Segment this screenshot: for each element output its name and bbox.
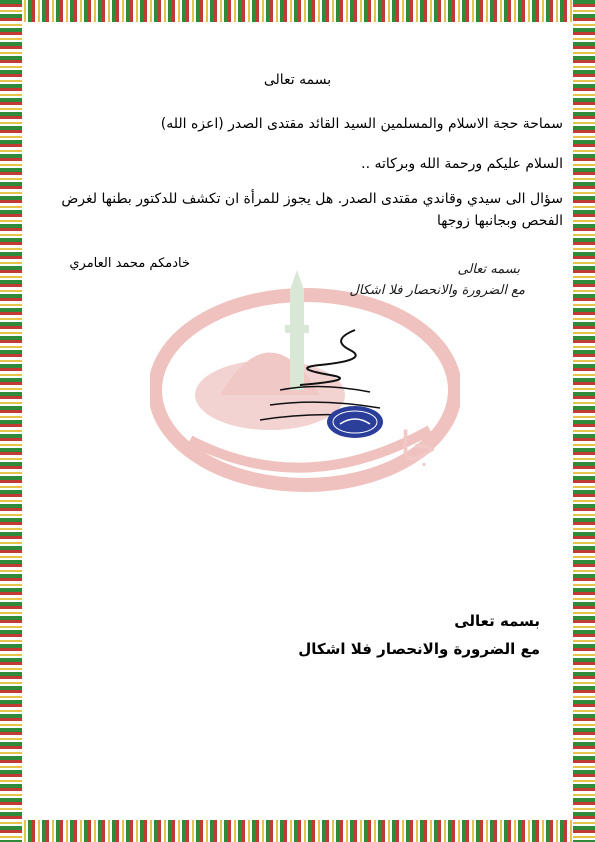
typed-reply-basmala: بسمه تعالى bbox=[454, 612, 540, 630]
typed-reply-ruling: مع الضرورة والانحصار فلا اشكال bbox=[298, 640, 540, 658]
letter-greeting: السلام عليكم ورحمة الله وبركاته .. bbox=[361, 156, 563, 172]
letter-addressee: سماحة حجة الاسلام والمسلمين السيد القائد مقتدى الصدر (اعزه الله) bbox=[160, 116, 563, 132]
signature-and-seal bbox=[260, 320, 400, 440]
letter-basmala: بسمه تعالى bbox=[263, 72, 332, 88]
decorative-border-left bbox=[0, 0, 22, 842]
letter-question: سؤال الى سيدي وقاندي مقتدى الصدر. هل يجوز للمرأة ان تكشف للدكتور بطنها لغرض الفحص وبجانبها زوجها bbox=[61, 191, 563, 229]
letter-sender: خادمكم محمد العامري bbox=[69, 256, 190, 271]
handwritten-reply-basmala: بسمه تعالى bbox=[457, 262, 520, 277]
decorative-border-bottom bbox=[0, 820, 595, 842]
decorative-border-right bbox=[573, 0, 595, 842]
svg-text:جا: جا bbox=[400, 424, 437, 470]
decorative-border-top bbox=[0, 0, 595, 22]
handwritten-reply-ruling: مع الضرورة والانحصار فلا اشكال bbox=[349, 283, 525, 298]
